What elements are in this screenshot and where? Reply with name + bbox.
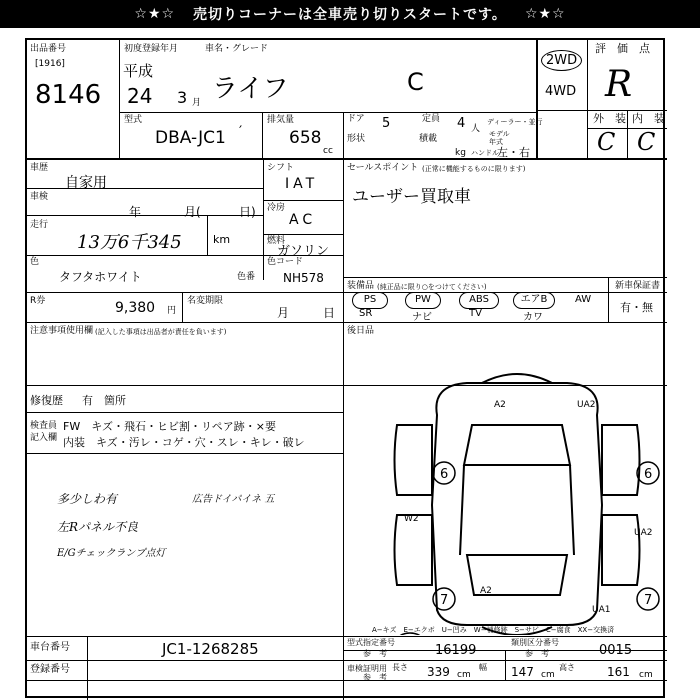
certdims-ref-label: 参 考 [363,673,387,682]
mark-ua2-top: UA2 [577,400,596,410]
cc-value: 658 [289,128,322,148]
front-bumper [482,374,552,383]
inspector-label-2: 記入欄 [30,433,58,443]
capacity-unit: 人 [471,124,481,134]
reg-month: 3 [177,88,188,107]
mileage-label: 走行 [30,220,49,230]
ac-value: AC [289,212,317,228]
auction-sheet [25,38,665,698]
length-value: 339 [427,665,450,679]
reg-label: 初度登録年月 [124,44,179,54]
equip-airbag: エアB [513,292,555,309]
equip-note: (純正品に限り○をつけてください) [377,283,487,291]
chassis-value: JC1-1268285 [162,640,259,658]
warranty-value: 有・無 [620,301,653,314]
score-value: R [605,64,633,105]
reg-month-unit: 月 [192,98,202,108]
typecode-value: 16199 [435,643,477,658]
typecode-ref-label: 参 考 [363,649,387,658]
mileage-value: 13万6千345 [77,232,182,253]
mark-w2: W2 [404,514,419,524]
length-unit: cm [457,670,471,680]
sales-value: ユーザー買取車 [352,187,471,207]
notes-note: (記入した事項は出品者が責任を負います) [95,328,227,336]
mark-a2-mid: A2 [480,586,492,596]
shaken-year: 年 [129,205,142,219]
shift-value: IAT [285,176,319,192]
height-unit: cm [639,670,653,680]
seat-label: 後日品 [347,326,375,336]
doors-label: ドア [347,114,365,124]
model-value: DBA-JC1 [155,128,226,148]
shaken-day: 日) [239,205,256,219]
inspect-row-2: 内装 キズ・汚レ・コゲ・穴・スレ・キレ・破レ [63,436,305,449]
capacity-value: 4 [457,116,466,131]
mark-ua2-right: UA2 [634,528,653,538]
color-value: タフタホワイト [59,270,142,284]
certnum-label: 登録番号 [30,664,70,675]
banner-stars-left: ☆★☆ [134,6,176,22]
certdims-label: 車検証明用 [347,664,387,673]
color-code-label: 色番 [237,272,256,282]
name-label: 車名・グレード [205,44,269,54]
recycle-value: 9,380 [115,300,156,316]
width-unit: cm [541,670,555,680]
warranty-label: 新車保証書 [615,281,661,291]
inspect-row-1: FW キズ・飛石・ヒビ割・リペア跡・×要 [63,420,276,433]
sales-note: (正常に機能するものに限ります) [422,165,526,173]
hand-note-3: E/Gチェックランプ点灯 [57,548,166,559]
left-door-rear [395,515,433,585]
lot-sub: [1916] [35,59,65,69]
car-body-outline [432,383,602,625]
model-mark: ′ [239,124,243,140]
recycle-label: R券 [30,296,46,306]
handle-label: ハンドル [471,149,499,157]
roof-lines [460,465,574,555]
fuel-label: 燃料 [267,236,286,246]
use-label: 車歴 [30,163,49,173]
tire-rl: 7 [440,593,449,608]
car-damage-diagram [352,355,667,635]
color-label: 色 [30,257,40,267]
car-grade: C [407,68,424,96]
kg-label: kg [455,148,466,158]
equip-ps: PS [352,292,388,309]
notes-label: 注意事項使用欄 [30,326,94,336]
score-label: 評 価 点 [595,42,650,55]
hand-note-2: 左Rパネル不良 [57,520,139,534]
classcode-value: 0015 [599,643,633,658]
mileage-unit: km [213,233,231,246]
lot-label: 出品番号 [30,44,67,54]
load-label: 積載 [419,134,438,144]
shape-label: 形状 [347,134,366,144]
model-year-label: モデル 年式 [489,130,510,146]
equip-sr: SR [359,308,373,319]
hand-note-1: 多少しわ有 [57,492,118,506]
equip-aw: AW [575,294,592,305]
drive-2wd-circled: 2WD [541,50,582,71]
drive-4wd: 4WD [545,84,577,99]
shift-label: シフト [267,163,295,173]
equip-leather: カワ [523,312,543,323]
height-label: 高さ [559,663,575,672]
capacity-label: 定員 [422,114,441,124]
tire-fr: 6 [644,467,653,482]
use-value: 自家用 [65,175,107,191]
right-door-front [602,425,640,495]
equip-navi: ナビ [412,312,432,323]
shaken-label: 車検 [30,192,49,202]
ext-label: 外 装 [593,112,626,125]
reg-year: 24 [127,84,153,108]
lot-number: 8146 [35,80,102,110]
ext-grade: C [597,128,616,156]
windshield [464,425,570,465]
damage-legend: A−キズ E−エクボ U−凹み W−補修跡 S−サビ C−腐食 XX−交換済 [372,626,615,634]
recycle-unit: 円 [167,306,177,316]
dealer-label: ディーラー・並行 [487,118,543,126]
right-door-rear [602,515,640,585]
height-value: 161 [607,665,630,679]
repair-label: 修復歴 [30,394,63,407]
cc-unit: cc [323,146,333,156]
car-name: ライフ [212,74,289,104]
tire-rr: 7 [644,593,653,608]
tire-fl: 6 [440,467,449,482]
equip-pw: PW [405,292,441,309]
equip-abs: ABS [459,292,499,309]
top-banner [0,0,700,28]
title-change-label: 名変期限 [187,296,224,306]
classcode-ref-label: 参 考 [525,649,549,658]
width-value: 147 [511,665,534,679]
hand-note-4: 広告ドイパイネ 五 [192,494,275,505]
model-label: 型式 [124,115,143,125]
cc-label: 排気量 [267,115,295,125]
title-change-day: 日 [323,306,336,320]
width-label: 幅 [479,663,487,672]
banner-stars-right: ☆★☆ [524,6,566,22]
typecode-label: 型式指定番号 [347,638,395,647]
left-door-front [395,425,433,495]
equip-label: 装備品 [347,281,375,291]
color-code-title: 色コード [267,257,304,267]
doors-value: 5 [382,116,391,131]
length-label: 長さ [392,663,408,672]
classcode-label: 類別区分番号 [511,638,559,647]
int-label: 内 装 [632,112,665,125]
fuel-value: ガソリン [277,244,330,259]
inspector-label-1: 検査員 [30,421,58,431]
banner-text: 売切りコーナーは全車売り切りスタートです。 [193,7,507,23]
color-code: NH578 [283,271,324,285]
int-grade: C [637,128,656,156]
repair-value: 有 箇所 [82,394,126,407]
ac-label: 冷房 [267,203,286,213]
mark-ua1: UA1 [592,605,611,615]
mark-a2-top: A2 [494,400,506,410]
sales-label: セールスポイント [347,163,419,173]
shaken-month: 月( [184,205,201,219]
handle-value: 左・右 [497,146,530,159]
title-change-month: 月 [277,306,290,320]
chassis-label: 車台番号 [30,642,70,653]
equip-tv: TV [469,308,482,319]
reg-era: 平成 [123,62,154,80]
